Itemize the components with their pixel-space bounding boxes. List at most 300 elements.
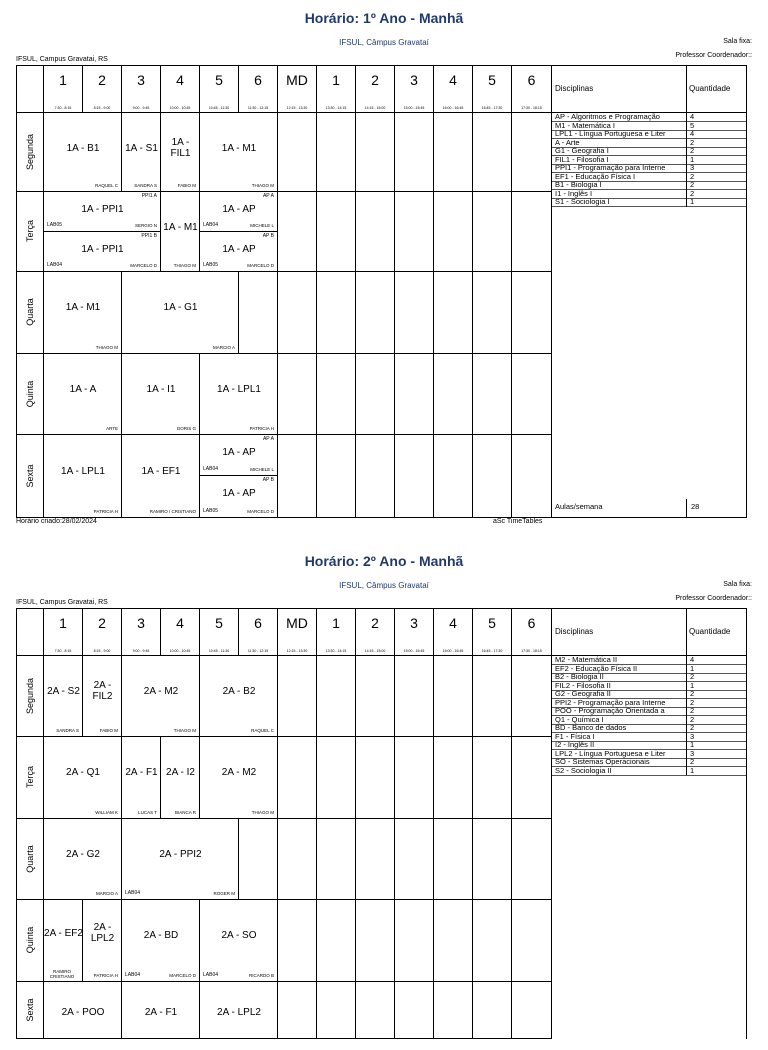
lesson-cell[interactable] bbox=[122, 737, 161, 819]
group-label: AP A bbox=[262, 436, 274, 442]
teacher-name: SANDRA S bbox=[134, 183, 157, 188]
period-header-12 bbox=[473, 609, 512, 656]
period-number: 2 bbox=[98, 615, 106, 631]
period-number: 1 bbox=[332, 615, 340, 631]
subject-quantity: 2 bbox=[690, 715, 695, 724]
teacher-name: PATRICIA H bbox=[93, 973, 118, 978]
created-date: Horário criado:28/02/2024 bbox=[16, 518, 97, 525]
empty-slot bbox=[512, 113, 552, 192]
subject-name: SO - Sistemas Operacionais bbox=[555, 758, 650, 766]
timetable-grid bbox=[16, 65, 747, 518]
empty-slot bbox=[434, 435, 473, 518]
subject-quantity: 2 bbox=[690, 758, 695, 766]
lesson-cell[interactable] bbox=[200, 656, 278, 737]
day-label: Quarta bbox=[25, 844, 35, 873]
period-number: 2 bbox=[371, 615, 379, 631]
subject-quantity: 2 bbox=[690, 138, 695, 147]
day-label-cell bbox=[17, 737, 44, 819]
teacher-name: PATRICIA H bbox=[249, 426, 274, 431]
room-label: LAB05 bbox=[203, 508, 219, 514]
period-number: 1 bbox=[59, 72, 67, 88]
lesson-cell[interactable] bbox=[200, 982, 278, 1039]
period-number: 1 bbox=[59, 615, 67, 631]
room-label: LAB05 bbox=[47, 222, 63, 228]
period-header-4 bbox=[161, 66, 200, 113]
lesson-label: 1A - AP bbox=[222, 446, 256, 458]
day-label: Segunda bbox=[25, 677, 35, 714]
lesson-cell[interactable] bbox=[200, 232, 278, 272]
lesson-label: 1A - LPL1 bbox=[217, 383, 261, 395]
lesson-cell[interactable] bbox=[122, 113, 161, 192]
empty-slot bbox=[278, 900, 317, 982]
period-time: 15:00 - 15:45 bbox=[403, 106, 425, 110]
period-header-9 bbox=[356, 66, 395, 113]
period-header-5 bbox=[200, 66, 239, 113]
day-label: Terça bbox=[25, 766, 35, 789]
lesson-cell[interactable] bbox=[200, 900, 278, 982]
teacher-name: MARCELO D bbox=[130, 263, 157, 268]
teacher-name: FABIO M bbox=[99, 728, 118, 733]
lesson-cell[interactable] bbox=[161, 192, 200, 272]
lesson-cell[interactable] bbox=[161, 737, 200, 819]
lesson-cell[interactable] bbox=[200, 435, 278, 476]
lesson-label: 2A - SO bbox=[221, 929, 257, 941]
empty-slot bbox=[395, 192, 434, 272]
empty-slot bbox=[473, 113, 512, 192]
lesson-cell[interactable] bbox=[122, 900, 200, 982]
period-time: 17:30 - 18:15 bbox=[521, 649, 542, 653]
period-number: 1 bbox=[332, 72, 340, 88]
lesson-label: 2A - G2 bbox=[66, 848, 100, 860]
quantity-header: Quantidade bbox=[689, 627, 731, 636]
teacher-name: PATRICIA H bbox=[93, 509, 118, 514]
period-time: 9:00 - 9:45 bbox=[132, 649, 150, 653]
subject-name: G2 - Geografia II bbox=[555, 690, 611, 698]
day-label: Segunda bbox=[25, 133, 35, 170]
empty-slot bbox=[473, 819, 512, 900]
lesson-cell[interactable] bbox=[200, 737, 278, 819]
empty-slot bbox=[512, 192, 552, 272]
subject-quantity: 1 bbox=[690, 155, 695, 164]
empty-slot bbox=[473, 192, 512, 272]
subject-name: B1 - Biologia I bbox=[555, 181, 602, 189]
empty-slot bbox=[512, 819, 552, 900]
period-header-3 bbox=[122, 66, 161, 113]
lesson-label: 2A - LPL2 bbox=[90, 922, 115, 944]
lesson-label: 2A - I2 bbox=[166, 766, 195, 778]
lesson-label: 1A - M1 bbox=[65, 301, 101, 313]
empty-slot bbox=[434, 982, 473, 1039]
empty-slot bbox=[395, 656, 434, 737]
period-time: 7:30 - 8:15 bbox=[54, 106, 72, 110]
subjects-header-cell bbox=[552, 66, 687, 113]
lesson-label: 1A - I1 bbox=[146, 383, 176, 395]
subject-name: PPI1 - Programação para Interne bbox=[555, 164, 666, 172]
period-number: 4 bbox=[176, 72, 184, 88]
period-number: 2 bbox=[98, 72, 106, 88]
subject-quantity: 1 bbox=[690, 198, 695, 206]
aulas-label-cell bbox=[552, 499, 687, 518]
day-label: Terça bbox=[25, 220, 35, 243]
teacher-name: THIAGO M bbox=[173, 263, 196, 268]
subject-name: S1 - Sociologia I bbox=[555, 198, 610, 206]
subject-quantity: 2 bbox=[690, 707, 695, 715]
period-header-13 bbox=[512, 66, 552, 113]
empty-slot bbox=[395, 982, 434, 1039]
period-header-8 bbox=[317, 609, 356, 656]
lesson-label: 1A - AP bbox=[222, 203, 256, 215]
lesson-label: 1A - M1 bbox=[163, 221, 198, 233]
period-number: 5 bbox=[488, 72, 496, 88]
subject-quantity: 4 bbox=[690, 656, 695, 664]
lesson-cell[interactable] bbox=[122, 354, 200, 435]
teacher-name: LUCAS T bbox=[138, 810, 157, 815]
teacher-name: THIAGO M bbox=[95, 345, 118, 350]
empty-slot bbox=[395, 435, 434, 518]
subject-row-divider bbox=[552, 206, 747, 207]
teacher-name: MARCIO A bbox=[212, 345, 235, 350]
subject-name: A - Arte bbox=[555, 138, 580, 147]
period-header-10 bbox=[395, 66, 434, 113]
empty-slot bbox=[434, 272, 473, 354]
lesson-cell[interactable] bbox=[200, 192, 278, 232]
teacher-name: THIAGO M bbox=[251, 810, 274, 815]
quantity-header-cell bbox=[687, 609, 747, 656]
subject-quantity: 2 bbox=[690, 147, 695, 155]
period-number: 3 bbox=[137, 615, 145, 631]
subjects-header: Disciplinas bbox=[555, 627, 594, 636]
period-header-7 bbox=[278, 609, 317, 656]
empty-slot bbox=[317, 900, 356, 982]
subject-name: I1 - Inglês I bbox=[555, 189, 593, 198]
subject-quantity: 2 bbox=[690, 189, 695, 198]
lesson-cell[interactable] bbox=[83, 656, 122, 737]
lesson-cell[interactable] bbox=[200, 476, 278, 518]
room-label: LAB04 bbox=[47, 262, 63, 268]
day-label-cell bbox=[17, 819, 44, 900]
lesson-cell[interactable] bbox=[122, 819, 239, 900]
day-label-cell bbox=[17, 192, 44, 272]
group-label: PPI1 B bbox=[141, 233, 157, 239]
period-number: MD bbox=[286, 615, 308, 631]
period-number: 3 bbox=[410, 615, 418, 631]
subject-name: POO - Programação Orientada a bbox=[555, 707, 665, 715]
teacher-name: MARCELO D bbox=[247, 509, 274, 514]
lesson-cell[interactable] bbox=[44, 192, 161, 232]
subject-name: B2 - Biologia II bbox=[555, 673, 604, 681]
lesson-label: 1A - AP bbox=[222, 487, 256, 499]
lesson-label: 2A - PPI2 bbox=[159, 848, 202, 860]
lesson-label: 1A - A bbox=[69, 383, 97, 395]
subject-name: LPL2 - Língua Portuguesa e Liter bbox=[555, 749, 666, 758]
teacher-name: RICARDO B bbox=[248, 973, 274, 978]
day-label: Quinta bbox=[25, 380, 35, 407]
empty-slot bbox=[317, 982, 356, 1039]
period-time: 7:30 - 8:15 bbox=[54, 649, 72, 653]
empty-slot bbox=[356, 819, 395, 900]
empty-slot bbox=[395, 354, 434, 435]
subject-quantity: 3 bbox=[690, 749, 695, 758]
lesson-label: 1A - PPI1 bbox=[81, 203, 124, 215]
empty-slot bbox=[512, 354, 552, 435]
empty-slot bbox=[434, 819, 473, 900]
lesson-label: 2A - B2 bbox=[222, 685, 256, 697]
lesson-label: 2A - EF2 bbox=[44, 927, 83, 939]
period-time: 16:45 - 17:30 bbox=[481, 106, 503, 110]
campus-name: IFSUL, Câmpus Gravataí bbox=[339, 581, 429, 590]
empty-cell bbox=[239, 272, 278, 354]
period-time: 10:00 - 10:45 bbox=[169, 649, 191, 653]
lesson-label: 1A - M1 bbox=[221, 142, 257, 154]
empty-cell bbox=[239, 819, 278, 900]
period-header-4 bbox=[161, 609, 200, 656]
lesson-cell[interactable] bbox=[83, 900, 122, 982]
room-label: LAB04 bbox=[125, 890, 141, 896]
lesson-cell[interactable] bbox=[44, 113, 122, 192]
software-credit: aSc TimeTables bbox=[493, 518, 543, 525]
period-time: 17:30 - 18:15 bbox=[521, 106, 542, 110]
subject-quantity: 2 bbox=[690, 690, 695, 698]
period-header-11 bbox=[434, 66, 473, 113]
subjects-header: Disciplinas bbox=[555, 84, 594, 93]
lesson-label: 2A - M2 bbox=[221, 766, 257, 778]
empty-slot bbox=[395, 113, 434, 192]
subject-column-border bbox=[746, 656, 747, 1039]
subject-name: S2 - Sociologia II bbox=[555, 766, 612, 775]
empty-slot bbox=[473, 737, 512, 819]
period-time: 9:00 - 9:45 bbox=[132, 106, 150, 110]
room-label: LAB04 bbox=[203, 972, 219, 978]
period-time: 16:00 - 16:45 bbox=[442, 649, 464, 653]
lesson-cell[interactable] bbox=[44, 900, 83, 982]
period-number: 4 bbox=[176, 615, 184, 631]
empty-slot bbox=[317, 192, 356, 272]
day-label-cell bbox=[17, 113, 44, 192]
teacher-name: MICHELE L bbox=[250, 223, 274, 228]
period-time: 10:45 - 11:30 bbox=[208, 649, 230, 653]
period-time: 10:45 - 11:30 bbox=[208, 106, 230, 110]
period-number: 6 bbox=[254, 72, 262, 88]
subject-column-border bbox=[746, 113, 747, 499]
period-header-3 bbox=[122, 609, 161, 656]
lesson-label: 2A - Q1 bbox=[66, 766, 100, 778]
teacher-name: SANDRA S bbox=[56, 728, 79, 733]
lesson-cell[interactable] bbox=[44, 354, 122, 435]
quantity-header: Quantidade bbox=[689, 84, 731, 93]
lesson-cell[interactable] bbox=[44, 737, 122, 819]
period-header-6 bbox=[239, 609, 278, 656]
period-time: 10:00 - 10:45 bbox=[169, 106, 191, 110]
group-label: PPI1 A bbox=[141, 193, 157, 199]
subject-quantity: 2 bbox=[690, 172, 695, 181]
lesson-cell[interactable] bbox=[122, 982, 200, 1039]
teacher-name: BIANCA R bbox=[174, 810, 196, 815]
teacher-name: ROGER M bbox=[213, 891, 235, 896]
period-time: 11:30 - 12:15 bbox=[247, 649, 269, 653]
empty-slot bbox=[473, 900, 512, 982]
lesson-label: 1A - PPI1 bbox=[81, 243, 124, 255]
subject-quantity: 2 bbox=[690, 181, 695, 189]
period-header-1 bbox=[44, 66, 83, 113]
lesson-cell[interactable] bbox=[44, 982, 122, 1039]
period-header-2 bbox=[83, 609, 122, 656]
period-header-5 bbox=[200, 609, 239, 656]
empty-slot bbox=[473, 982, 512, 1039]
lesson-cell[interactable] bbox=[200, 354, 278, 435]
institution-header: IFSUL, Campus Gravatai, RS bbox=[16, 56, 108, 63]
subject-name: I2 - Inglês II bbox=[555, 741, 595, 749]
period-header-1 bbox=[44, 609, 83, 656]
period-number: 4 bbox=[449, 615, 457, 631]
teacher-name: ARTE bbox=[106, 426, 118, 431]
subject-quantity: 1 bbox=[690, 681, 695, 690]
sheet-title: Horário: 1º Ano - Manhã bbox=[304, 10, 464, 26]
subject-name: EF2 - Educação Física II bbox=[555, 664, 638, 673]
subject-name: Q1 - Química I bbox=[555, 715, 604, 724]
corner-cell bbox=[17, 66, 44, 113]
teacher-name: SERGIO N bbox=[134, 223, 157, 228]
teacher-name: THIAGO M bbox=[173, 728, 196, 733]
coordenador-label: Professor Coordenador:: bbox=[675, 52, 752, 59]
period-time: 8:15 - 9:00 bbox=[93, 649, 111, 653]
sala-fixa-label: Sala fixa: bbox=[723, 38, 752, 45]
period-time: 12:15 - 13:30 bbox=[286, 649, 308, 653]
campus-name: IFSUL, Câmpus Gravataí bbox=[339, 38, 429, 47]
subject-quantity: 4 bbox=[690, 130, 695, 138]
subject-quantity: 2 bbox=[690, 698, 695, 707]
aulas-label: Aulas/semana bbox=[555, 503, 603, 511]
day-label: Sexta bbox=[25, 464, 35, 488]
aulas-value-cell bbox=[687, 499, 747, 518]
empty-slot bbox=[356, 737, 395, 819]
teacher-name: RAQUEL C bbox=[251, 728, 274, 733]
subject-name: FIL2 - Filosofia II bbox=[555, 681, 611, 690]
room-label: LAB05 bbox=[203, 262, 219, 268]
lesson-label: 1A - G1 bbox=[163, 301, 198, 313]
period-time: 16:00 - 16:45 bbox=[442, 106, 464, 110]
empty-slot bbox=[278, 272, 317, 354]
lesson-label: 2A - F1 bbox=[144, 1006, 178, 1018]
empty-slot bbox=[512, 982, 552, 1039]
group-label: AP B bbox=[262, 233, 274, 239]
teacher-name: RAQUEL C bbox=[95, 183, 118, 188]
empty-slot bbox=[278, 819, 317, 900]
teacher-name: MARCIO A bbox=[95, 891, 118, 896]
subject-quantity: 3 bbox=[690, 732, 695, 741]
period-header-12 bbox=[473, 66, 512, 113]
period-header-9 bbox=[356, 609, 395, 656]
subject-name: AP - Algoritmos e Programação bbox=[555, 113, 660, 121]
subject-name: G1 - Geografia I bbox=[555, 147, 609, 155]
subject-quantity: 1 bbox=[690, 664, 695, 673]
empty-slot bbox=[317, 435, 356, 518]
empty-slot bbox=[395, 900, 434, 982]
lesson-label: 2A - M2 bbox=[143, 685, 179, 697]
day-label-cell bbox=[17, 982, 44, 1039]
quantity-header-cell bbox=[687, 66, 747, 113]
lesson-label: 2A - FIL2 bbox=[92, 680, 113, 702]
subject-column-divider bbox=[686, 656, 687, 775]
empty-slot bbox=[395, 272, 434, 354]
empty-slot bbox=[317, 656, 356, 737]
day-label-cell bbox=[17, 272, 44, 354]
teacher-name: WILLIAM K bbox=[95, 810, 118, 815]
teacher-name: THIAGO M bbox=[251, 183, 274, 188]
teacher-name: FABIO M bbox=[177, 183, 196, 188]
teacher-name: DORIS G bbox=[176, 426, 196, 431]
lesson-cell[interactable] bbox=[44, 435, 122, 518]
period-header-2 bbox=[83, 66, 122, 113]
period-number: 3 bbox=[137, 72, 145, 88]
period-time: 8:15 - 9:00 bbox=[93, 106, 111, 110]
empty-slot bbox=[356, 192, 395, 272]
room-label: LAB04 bbox=[203, 466, 219, 472]
subject-quantity: 4 bbox=[690, 113, 695, 121]
lesson-cell[interactable] bbox=[122, 656, 200, 737]
empty-slot bbox=[278, 982, 317, 1039]
period-number: 5 bbox=[215, 615, 223, 631]
lesson-label: 2A - F1 bbox=[125, 766, 158, 778]
empty-slot bbox=[356, 272, 395, 354]
empty-slot bbox=[356, 435, 395, 518]
period-number: 6 bbox=[527, 72, 536, 88]
empty-slot bbox=[473, 354, 512, 435]
lesson-cell[interactable] bbox=[161, 113, 200, 192]
empty-slot bbox=[317, 113, 356, 192]
subject-name: F1 - Física I bbox=[555, 732, 595, 741]
period-number: 4 bbox=[449, 72, 457, 88]
empty-slot bbox=[317, 272, 356, 354]
day-label-cell bbox=[17, 354, 44, 435]
coordenador-label: Professor Coordenador:: bbox=[675, 595, 752, 602]
institution-header: IFSUL, Campus Gravatai, RS bbox=[16, 599, 108, 606]
empty-slot bbox=[356, 900, 395, 982]
empty-slot bbox=[434, 656, 473, 737]
subject-quantity: 1 bbox=[690, 766, 695, 775]
lesson-cell[interactable] bbox=[200, 113, 278, 192]
sala-fixa-label: Sala fixa: bbox=[723, 581, 752, 588]
empty-slot bbox=[278, 113, 317, 192]
subject-quantity: 2 bbox=[690, 724, 695, 732]
lesson-label: 1A - AP bbox=[222, 243, 256, 255]
lesson-cell[interactable] bbox=[44, 656, 83, 737]
empty-slot bbox=[473, 656, 512, 737]
subject-name: M2 - Matemática II bbox=[555, 656, 618, 664]
period-header-11 bbox=[434, 609, 473, 656]
lesson-cell[interactable] bbox=[44, 232, 161, 272]
lesson-label: 1A - B1 bbox=[66, 142, 100, 154]
teacher-name: RAMIRO CRISTIANO bbox=[49, 969, 75, 979]
empty-slot bbox=[278, 737, 317, 819]
empty-slot bbox=[317, 354, 356, 435]
subject-name: BD - Banco de dados bbox=[555, 724, 627, 732]
period-header-7 bbox=[278, 66, 317, 113]
empty-slot bbox=[434, 737, 473, 819]
period-time: 11:30 - 12:15 bbox=[247, 106, 269, 110]
lesson-cell[interactable] bbox=[44, 819, 122, 900]
day-label-cell bbox=[17, 656, 44, 737]
lesson-cell[interactable] bbox=[122, 435, 200, 518]
lesson-label: 1A - S1 bbox=[125, 142, 158, 154]
period-number: 6 bbox=[254, 615, 262, 631]
subject-row-divider bbox=[552, 775, 747, 776]
lesson-cell[interactable] bbox=[44, 272, 122, 354]
room-label: LAB04 bbox=[203, 222, 219, 228]
period-number: MD bbox=[286, 72, 308, 88]
subject-name: EF1 - Educação Física I bbox=[555, 172, 636, 181]
sheet-title: Horário: 2º Ano - Manhã bbox=[304, 553, 464, 569]
empty-slot bbox=[317, 819, 356, 900]
